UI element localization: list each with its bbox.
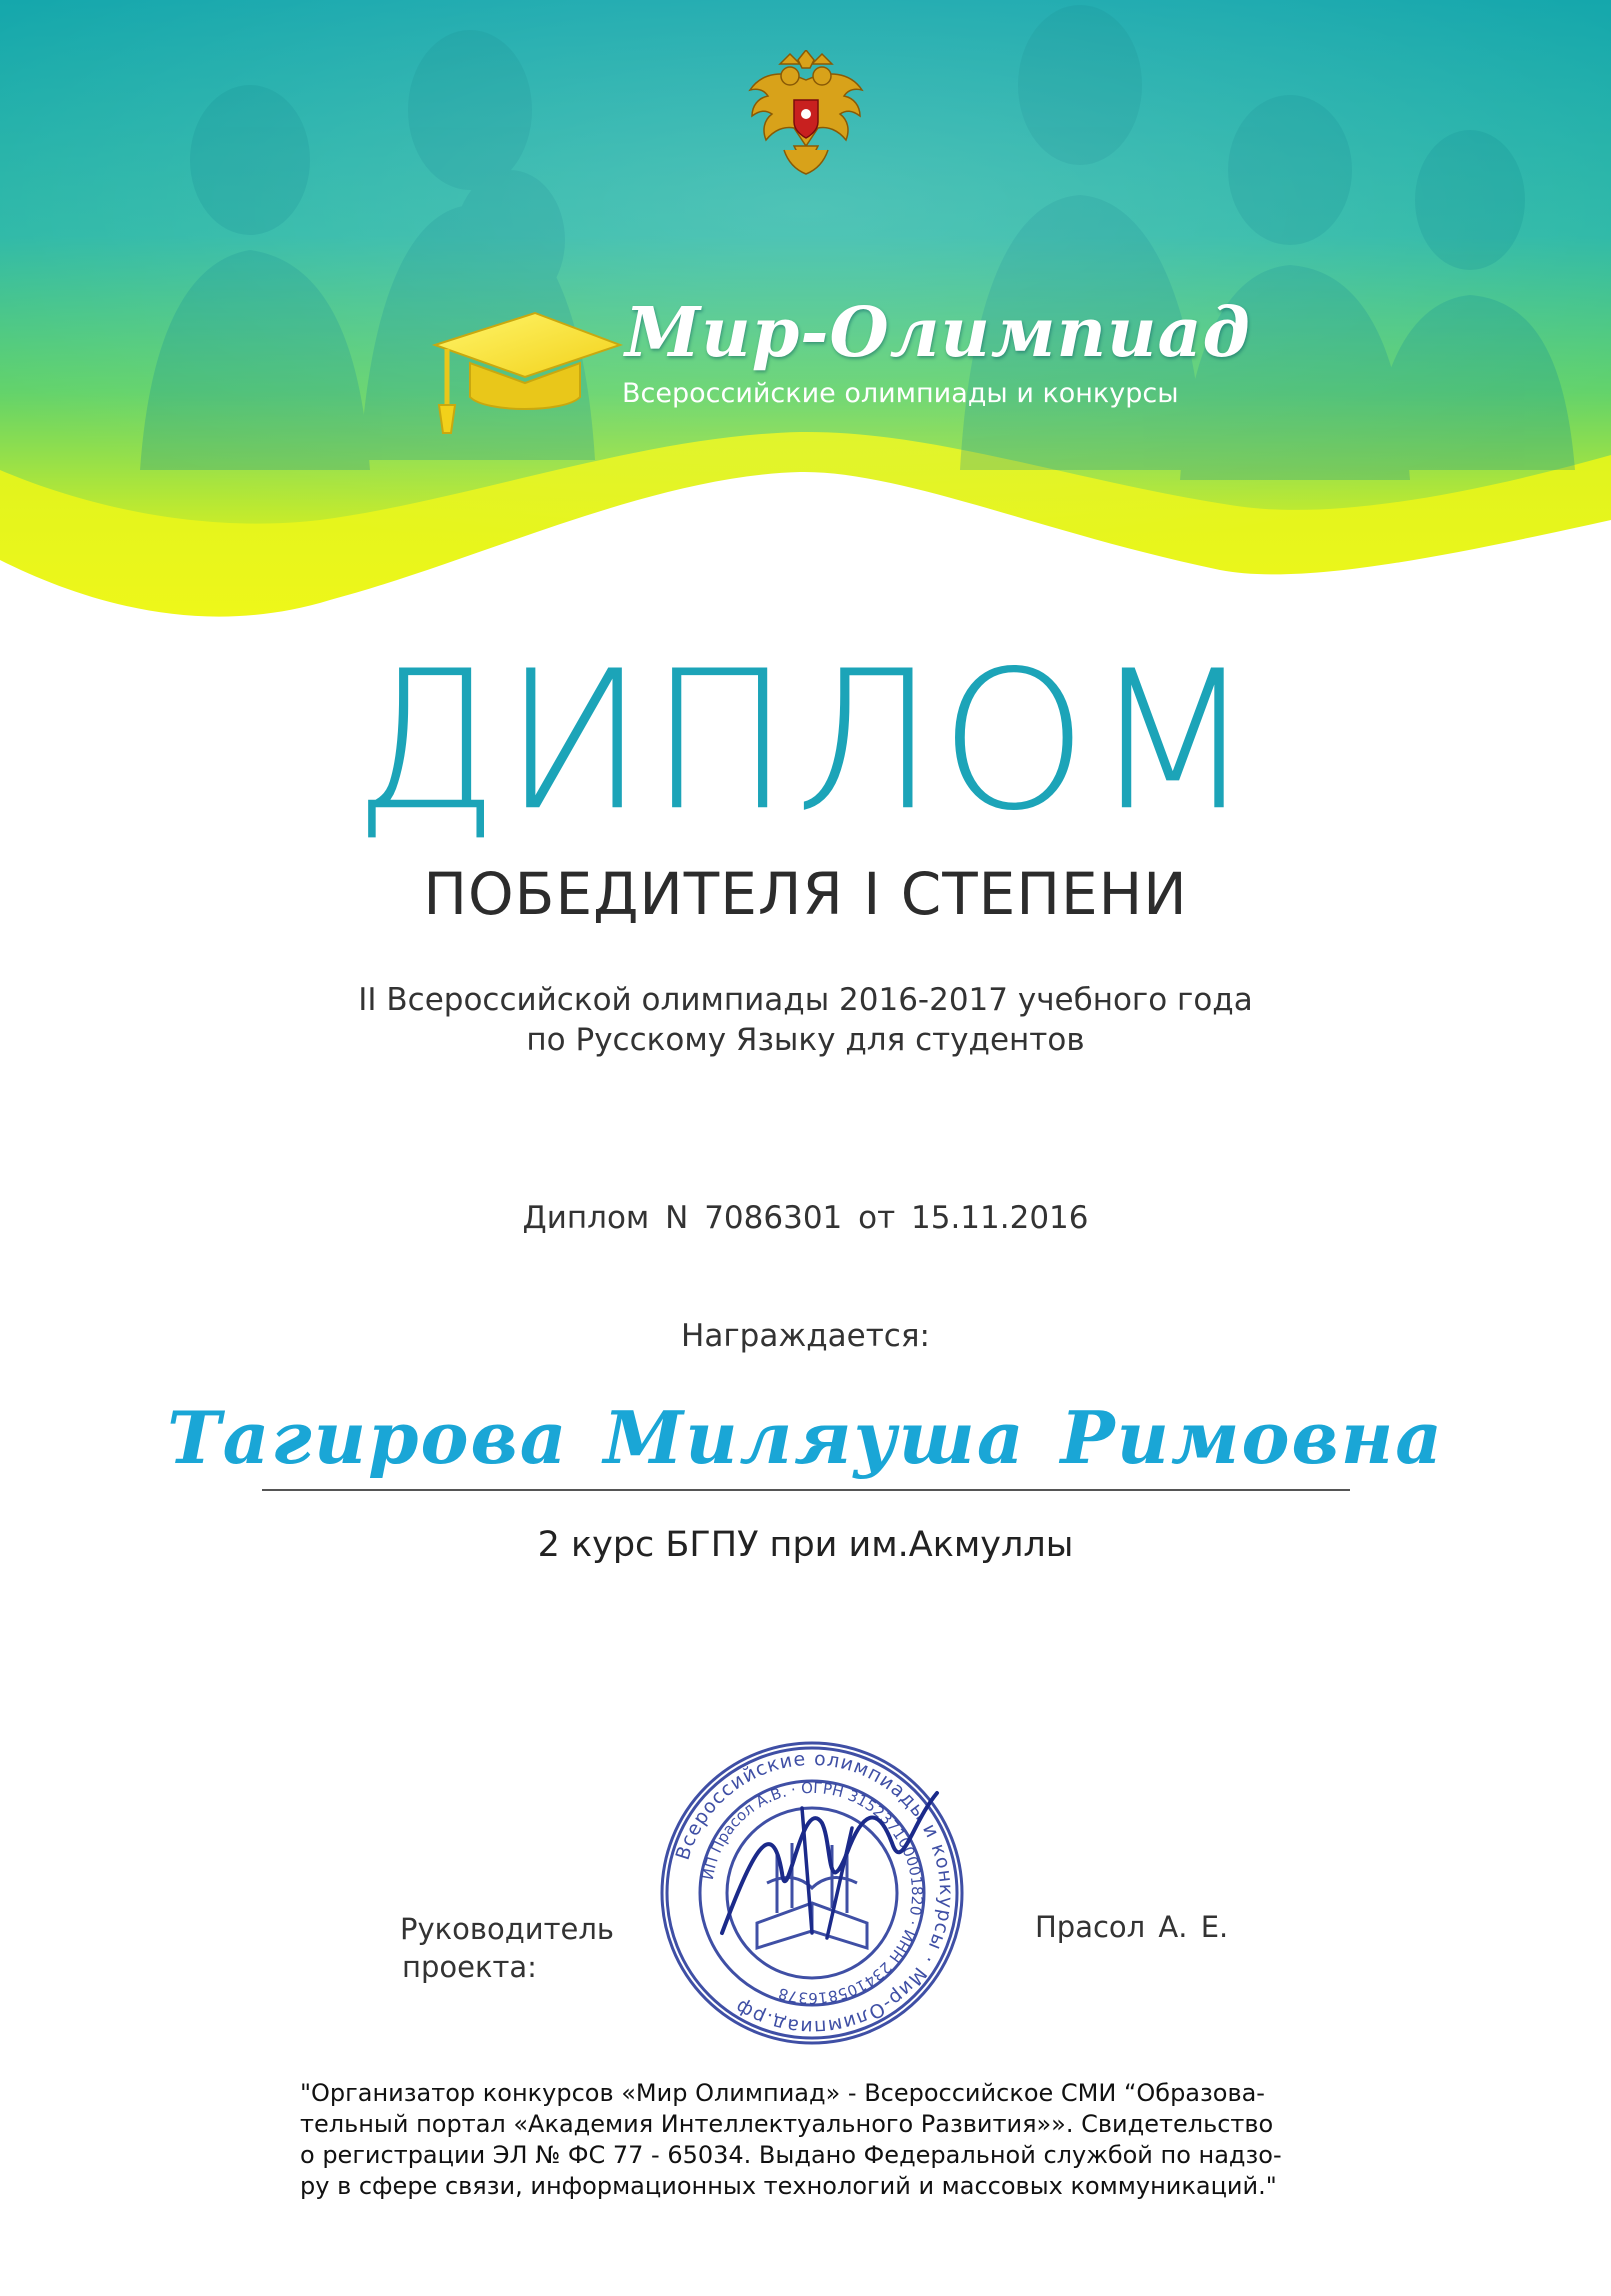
round-seal-stamp-icon	[652, 1733, 972, 2053]
footer-line-2: тельный портал «Академия Интеллектуального Развития»». Свидетельство	[300, 2110, 1274, 2138]
document-degree: ПОБЕДИТЕЛЯ I СТЕПЕНИ	[423, 860, 1188, 928]
leader-label	[400, 1910, 620, 1986]
graduation-cap-icon	[425, 305, 625, 440]
logo-title: Мир-Олимпиад	[625, 293, 1251, 373]
footer-legal-note	[300, 2078, 1320, 2202]
recipient-organization: 2 курс БГПУ при им.Акмуллы	[537, 1525, 1074, 1565]
footer-line-3: о регистрации ЭЛ № ФС 77 - 65034. Выдано Федеральной службой по надзо-	[300, 2141, 1282, 2169]
footer-line-4: ру в сфере связи, информационных технологий и массовых коммуникаций."	[300, 2172, 1277, 2200]
leader-label-line-2: проекта:	[402, 1950, 537, 1984]
diploma-number-date: Диплом N 7086301 от 15.11.2016	[522, 1200, 1089, 1236]
footer-line-1: "Организатор конкурсов «Мир Олимпиад» - Всероссийское СМИ “Образова-	[300, 2079, 1265, 2107]
name-underline	[262, 1489, 1350, 1491]
russian-coat-of-arms-icon	[744, 50, 869, 190]
awarded-label: Награждается:	[681, 1318, 930, 1354]
event-description-line-1: II Всероссийской олимпиады 2016-2017 учебного года	[358, 982, 1253, 1018]
leader-name: Прасол А. Е.	[1035, 1910, 1229, 1944]
document-title: ДИПЛОМ	[353, 629, 1258, 854]
logo-subtitle: Всероссийские олимпиады и конкурсы	[622, 378, 1179, 409]
recipient-name: Тагирова Миляуша Римовна	[167, 1395, 1444, 1480]
stamp-inner-text: ИП Прасол А.В. · ОГРН 315237100001820 · ИНН 234105816378	[698, 1778, 927, 2008]
stamp-outer-text: Всероссийские олимпиады и конкурсы · Мир-Олимпиад.рф	[671, 1747, 958, 2039]
event-description-line-2: по Русскому Языку для студентов	[526, 1022, 1085, 1058]
leader-label-line-1: Руководитель	[400, 1912, 615, 1946]
